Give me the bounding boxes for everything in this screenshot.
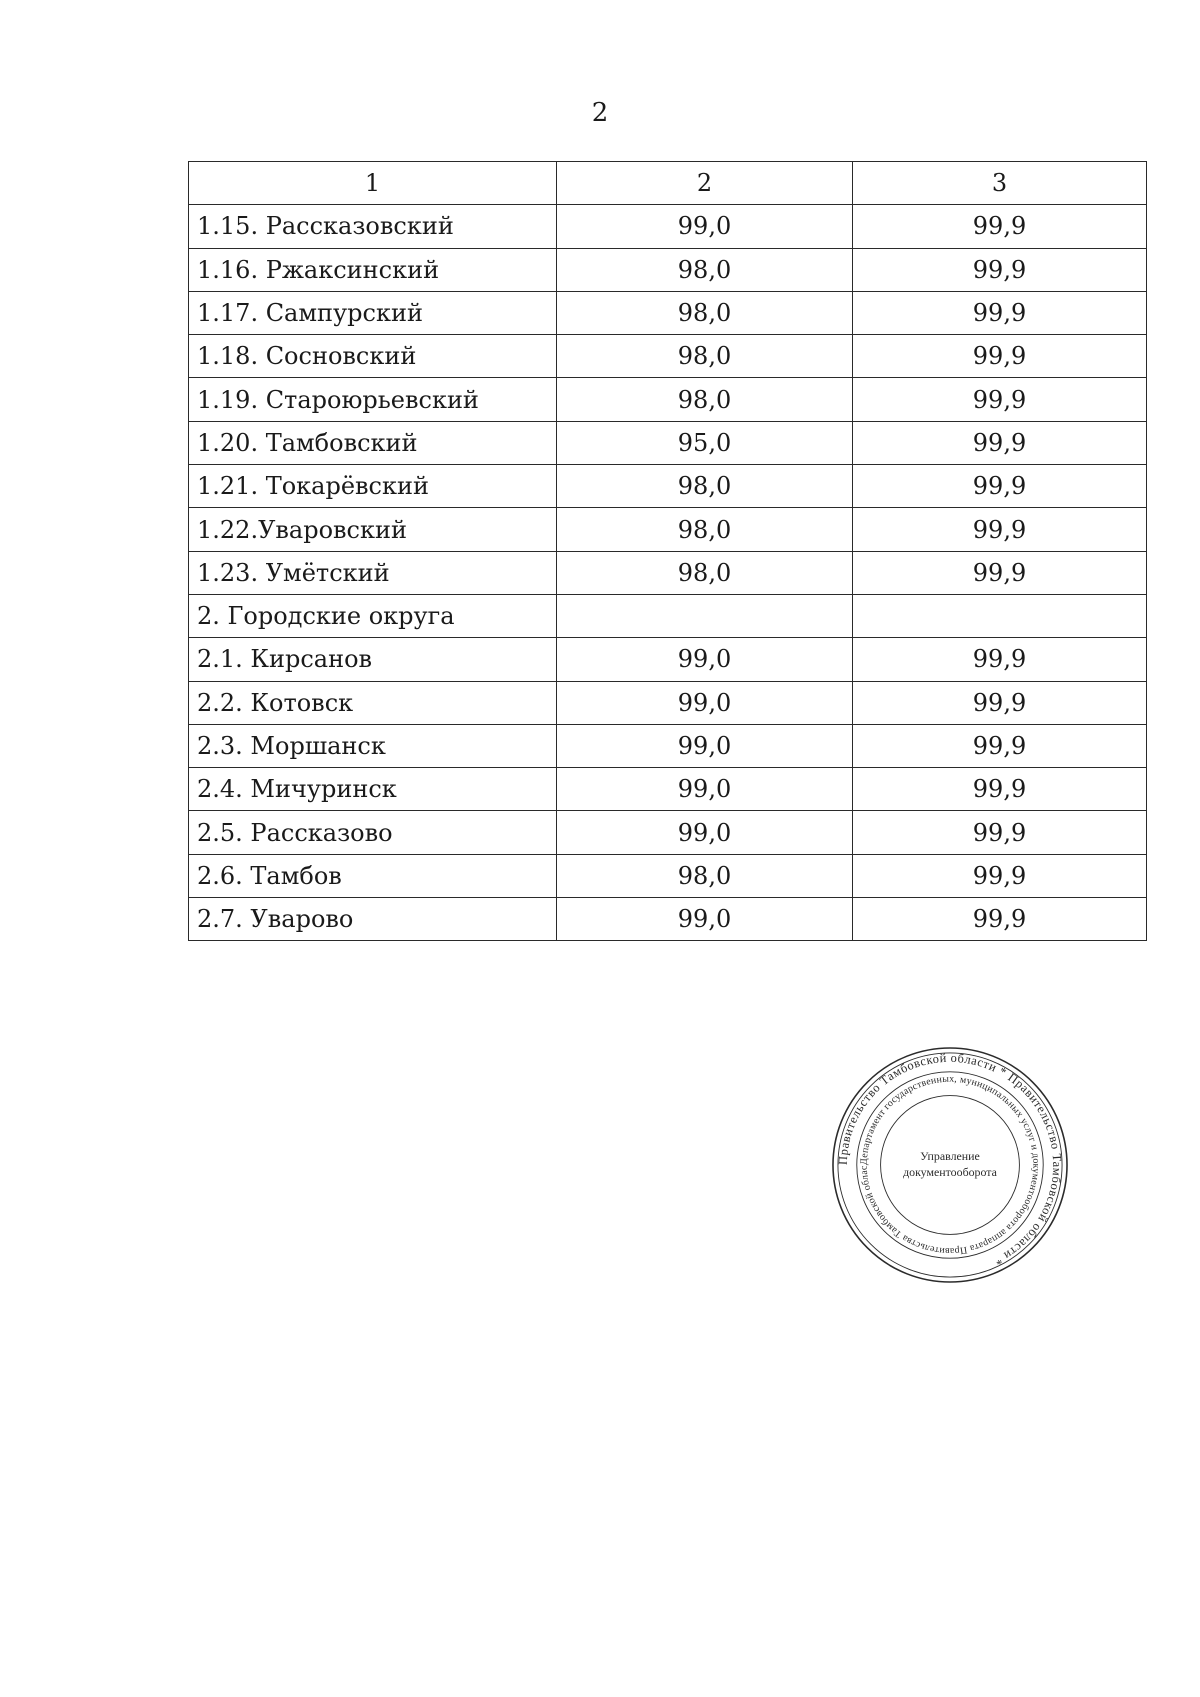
row-name-cell: 1.22.Уваровский xyxy=(189,508,557,551)
table-row xyxy=(189,248,1147,291)
row-value-col3: 99,9 xyxy=(853,768,1147,811)
row-name-cell: 2.7. Уварово xyxy=(189,898,557,941)
header-cell-1: 1 xyxy=(189,162,557,205)
row-value-col2: 98,0 xyxy=(557,508,853,551)
row-value-col2: 98,0 xyxy=(557,291,853,334)
row-name-cell: 1.20. Тамбовский xyxy=(189,421,557,464)
row-name-cell: 2.2. Котовск xyxy=(189,681,557,724)
table-row xyxy=(189,335,1147,378)
official-stamp xyxy=(831,1046,1069,1284)
row-name-cell: 2.4. Мичуринск xyxy=(189,768,557,811)
row-value-col2: 98,0 xyxy=(557,551,853,594)
table-row xyxy=(189,854,1147,897)
table-row xyxy=(189,551,1147,594)
row-value-col2: 99,0 xyxy=(557,898,853,941)
row-name-cell: 1.21. Токарёвский xyxy=(189,465,557,508)
table-row xyxy=(189,811,1147,854)
row-value-col2: 98,0 xyxy=(557,248,853,291)
row-name-cell: 1.23. Умётский xyxy=(189,551,557,594)
table-row xyxy=(189,421,1147,464)
row-value-col2: 99,0 xyxy=(557,768,853,811)
row-value-col3: 99,9 xyxy=(853,248,1147,291)
table-header-row xyxy=(189,162,1147,205)
row-value-col2: 98,0 xyxy=(557,378,853,421)
row-value-col2: 98,0 xyxy=(557,335,853,378)
row-name-cell: 1.17. Сампурский xyxy=(189,291,557,334)
row-value-col2: 95,0 xyxy=(557,421,853,464)
row-value-col3: 99,9 xyxy=(853,854,1147,897)
row-name-cell: 2.5. Рассказово xyxy=(189,811,557,854)
row-value-col2: 99,0 xyxy=(557,681,853,724)
table-row xyxy=(189,508,1147,551)
row-name-cell: 1.15. Рассказовский xyxy=(189,205,557,248)
stamp-outer-text: Правительство Тамбовской области * Правительство Тамбовской области * xyxy=(835,1050,1065,1269)
row-name-cell: 1.18. Сосновский xyxy=(189,335,557,378)
row-value-col3: 99,9 xyxy=(853,508,1147,551)
stamp-center-line1: Управление xyxy=(920,1149,980,1164)
page-number: 2 xyxy=(591,98,609,128)
stamp-inner-text: Департамент государственных, муниципальных услуг и документооборота аппарата Правительства Тамбовской облас xyxy=(858,1073,1042,1257)
row-value-col3: 99,9 xyxy=(853,724,1147,767)
row-value-col2: 99,0 xyxy=(557,811,853,854)
row-value-col2: 98,0 xyxy=(557,854,853,897)
row-name-cell: 2.3. Моршанск xyxy=(189,724,557,767)
table-row xyxy=(189,638,1147,681)
row-name-cell: 1.19. Староюрьевский xyxy=(189,378,557,421)
row-name-cell: 2. Городские округа xyxy=(189,594,557,637)
table-row xyxy=(189,768,1147,811)
row-value-col2: 99,0 xyxy=(557,638,853,681)
table-row xyxy=(189,291,1147,334)
row-name-cell: 2.6. Тамбов xyxy=(189,854,557,897)
row-value-col3: 99,9 xyxy=(853,898,1147,941)
data-table xyxy=(188,161,1147,941)
row-value-col3: 99,9 xyxy=(853,638,1147,681)
table-row xyxy=(189,378,1147,421)
row-value-col3: 99,9 xyxy=(853,681,1147,724)
row-value-col3 xyxy=(853,594,1147,637)
row-value-col3: 99,9 xyxy=(853,291,1147,334)
table-row xyxy=(189,594,1147,637)
table-row xyxy=(189,205,1147,248)
table-row xyxy=(189,681,1147,724)
header-cell-2: 2 xyxy=(557,162,853,205)
table-row xyxy=(189,724,1147,767)
row-value-col2: 99,0 xyxy=(557,205,853,248)
row-value-col3: 99,9 xyxy=(853,335,1147,378)
header-cell-3: 3 xyxy=(853,162,1147,205)
row-value-col3: 99,9 xyxy=(853,421,1147,464)
row-value-col2 xyxy=(557,594,853,637)
row-value-col3: 99,9 xyxy=(853,378,1147,421)
row-value-col3: 99,9 xyxy=(853,551,1147,594)
stamp-center-line2: документооборота xyxy=(903,1164,997,1179)
row-name-cell: 1.16. Ржаксинский xyxy=(189,248,557,291)
row-value-col3: 99,9 xyxy=(853,205,1147,248)
row-value-col3: 99,9 xyxy=(853,811,1147,854)
row-value-col2: 99,0 xyxy=(557,724,853,767)
row-value-col3: 99,9 xyxy=(853,465,1147,508)
table-row xyxy=(189,898,1147,941)
row-name-cell: 2.1. Кирсанов xyxy=(189,638,557,681)
table-row xyxy=(189,465,1147,508)
row-value-col2: 98,0 xyxy=(557,465,853,508)
